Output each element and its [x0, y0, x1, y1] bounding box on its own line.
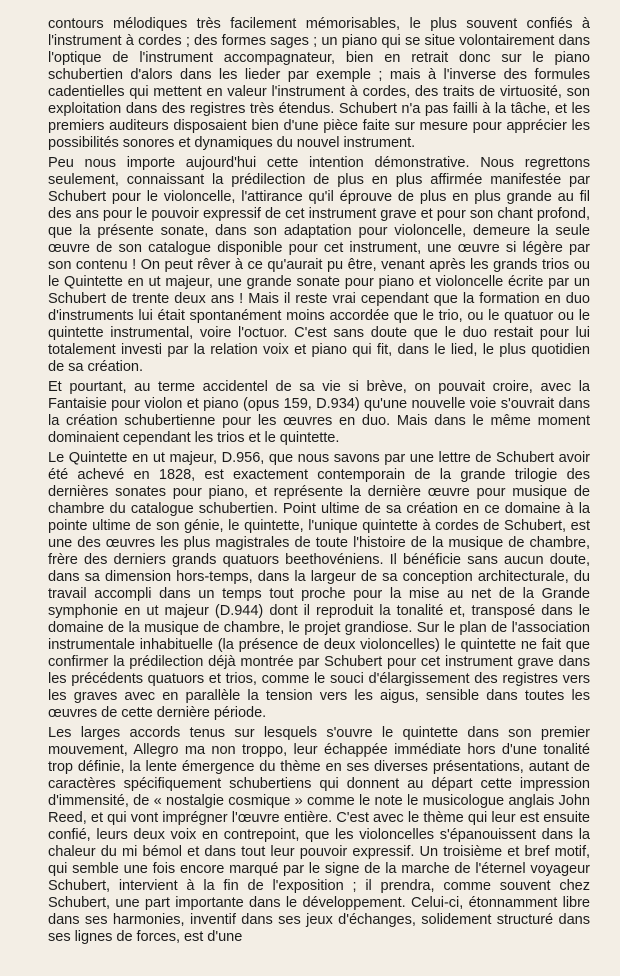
paragraph: Peu nous importe aujourd'hui cette intention démonstrative. Nous regrettons seulement, connaissant la prédilection de plus en plus affirmée manifestée par Schubert pour le violoncelle, l'attirance qu'il éprouve de plus en plus grande au fil des ans pour le pouvoir expressif de cet instrument grave et pour son chant profond, que la présente sonate, dans son adaptation pour violoncelle, demeure la seule œuvre de son catalogue disponible pour cet instrument, une œuvre si légère par son contenu ! On peut rêver à ce qu'aurait pu être, venant après les grands trios ou le Quintette en ut majeur, une grande sonate pour piano et violoncelle écrite par un Schubert de trente deux ans ! Mais il reste vrai cependant que la formation en duo d'instruments lui était spontanément moins accordée que le trio, ou le quatuor ou le quintette instrumental, voire l'octuor. C'est sans doute que le duo restait pour lui totalement investi par la relation voix et piano qui fit, dans le lied, le plus quotidien de sa création. [48, 155, 590, 375]
paragraph: Et pourtant, au terme accidentel de sa vie si brève, on pouvait croire, avec la Fantaisie pour violon et piano (opus 159, D.934) qu'une nouvelle voie s'ouvrait dans la création schubertienne pour les œuvres en duo. Mais dans le même moment dominaient cependant les trios et le quintette. [48, 379, 590, 446]
paragraph: Les larges accords tenus sur lesquels s'ouvre le quintette dans son premier mouvement, Allegro ma non troppo, leur échappée immédiate hors d'une tonalité trop définie, la lente émergence du thème en ses diverses présentations, autant de caractères spécifiquement schubertiens qui donnent au départ cette impression d'immensité, de « nostalgie cosmique » comme le note le musicologue anglais John Reed, et qui vont imprégner l'œuvre entière. C'est avec le thème qui leur est ensuite confié, leurs deux voix en contrepoint, que les violoncelles s'épanouissent dans la chaleur du mi bémol et dans tout leur pouvoir expressif. Un troisième et bref motif, qui semble une fois encore marqué par le signe de la marche de l'éternel voyageur Schubert, intervient à la fin de l'exposition ; il prendra, comme souvent chez Schubert, une part importante dans le développement. Celui-ci, étonnamment libre dans ses harmonies, inventif dans ses jeux d'échanges, solidement structuré dans ses lignes de forces, est d'une [48, 725, 590, 945]
body-text [48, 16, 590, 946]
paragraph: Le Quintette en ut majeur, D.956, que nous savons par une lettre de Schubert avoir été achevé en 1828, est exactement contemporain de la grande trilogie des dernières sonates pour piano, et représente la dernière œuvre pour musique de chambre du catalogue schubertien. Point ultime de sa création en ce domaine à la pointe ultime de son génie, le quintette, l'unique quintette à cordes de Schubert, est une des œuvres les plus magistrales de toute l'histoire de la musique de chambre, frère des derniers grands quatuors beethovéniens. Il bénéficie sans aucun doute, dans sa dimension hors-temps, dans la largeur de sa conception architecturale, du travail accompli dans un temps tout proche pour la mise au net de la Grande symphonie en ut majeur (D.944) dont il reproduit la tonalité et, transposé dans le domaine de la musique de chambre, le projet grandiose. Sur le plan de l'association instrumentale inhabituelle (la présence de deux violoncelles) le quintette ne fait que confirmer la prédilection déjà montrée par Schubert pour cet instrument grave dans les précédents quatuors et trios, comme le souci d'élargissement des registres vers les graves avec en parallèle la tension vers les aigus, sensible dans toutes les œuvres de cette dernière période. [48, 450, 590, 721]
paragraph: contours mélodiques très facilement mémorisables, le plus souvent confiés à l'instrument à cordes ; des formes sages ; un piano qui se situe volontairement dans l'optique de l'instrument accompagnateur, bien en retrait donc sur le piano schubertien d'alors dans les lieder par exemple ; mais à l'inverse des formules cadentielles qui mettent en valeur l'instrument à cordes, des traits de virtuosité, son exploitation dans des registres très étendus. Schubert n'a pas failli à la tâche, et les premiers auditeurs disposaient bien d'une pièce faite sur mesure pour apprécier les possibilités sonores et dynamiques du nouvel instrument. [48, 16, 590, 151]
